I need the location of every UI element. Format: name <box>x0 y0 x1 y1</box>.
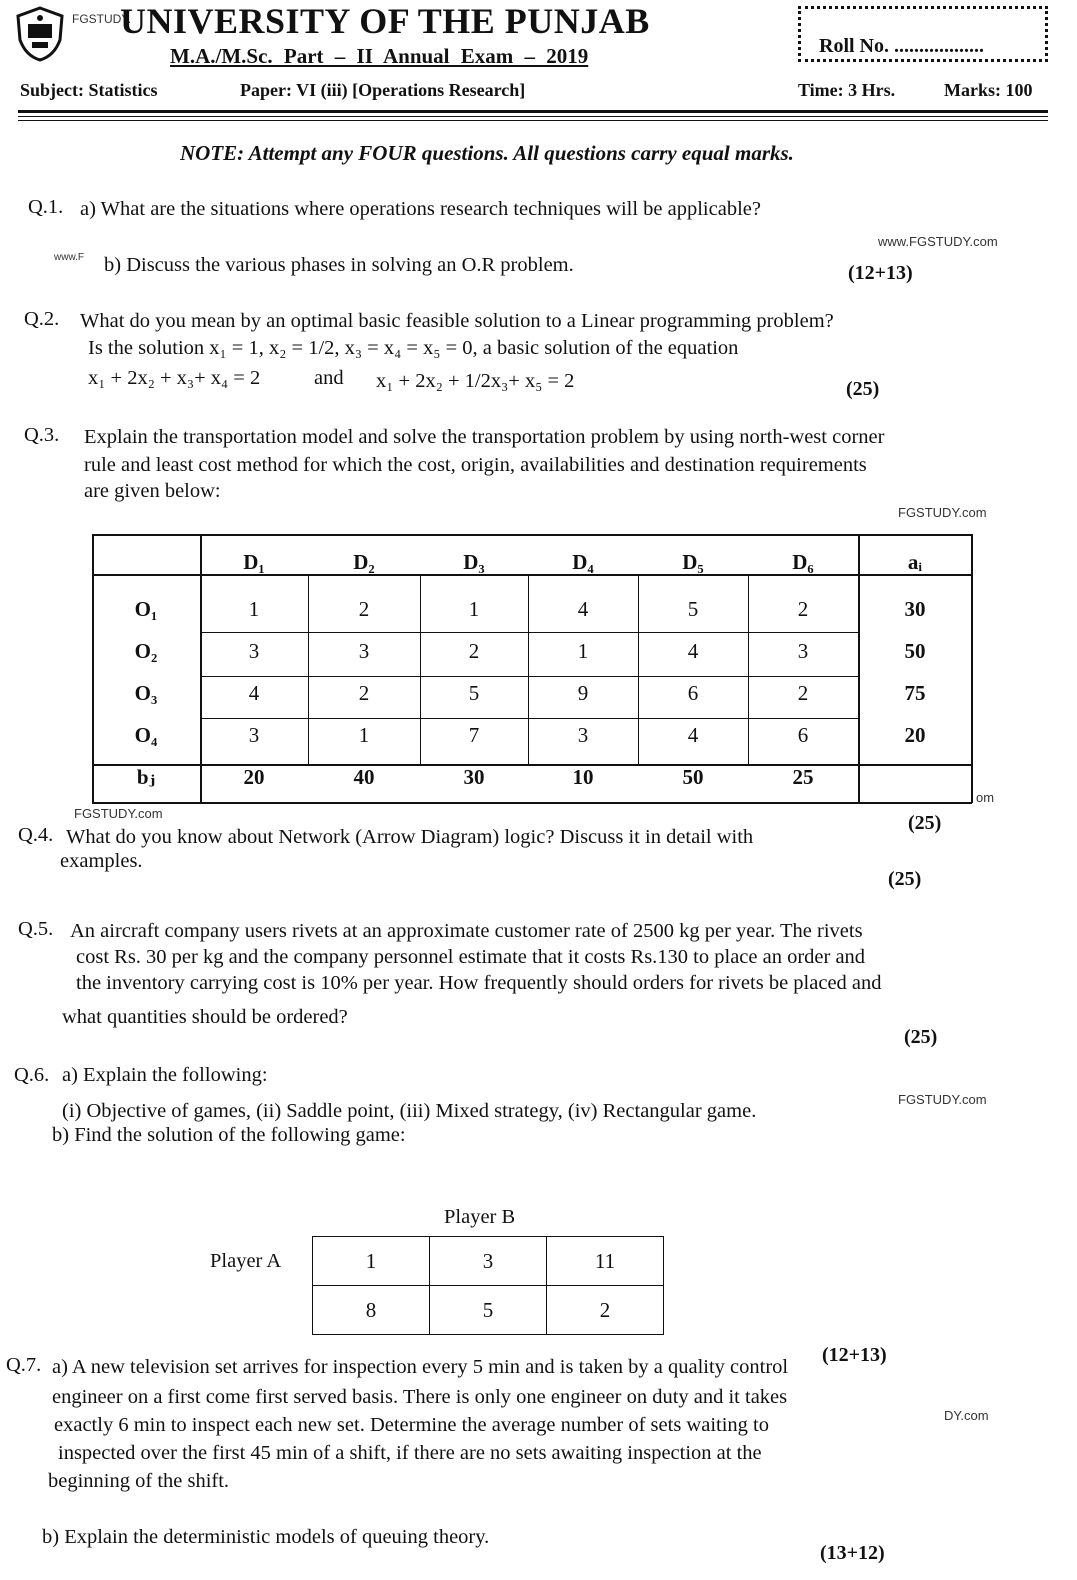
table-cell: 10 <box>572 764 594 789</box>
table-cell: 4 <box>687 722 699 747</box>
q2-marks: (25) <box>846 378 880 400</box>
table-cell: 3 <box>248 638 260 663</box>
table-cell: 20 <box>243 764 265 789</box>
game-payoff-table <box>312 1236 664 1335</box>
q5-number: Q.5. <box>18 918 54 940</box>
table-row <box>313 1286 664 1335</box>
university-crest-icon <box>14 6 66 62</box>
table-cell: 2 <box>547 1286 664 1335</box>
table-cell <box>858 756 972 798</box>
q3-line3: are given below: <box>84 480 221 502</box>
table-cell: 6 <box>797 722 809 747</box>
table-cell: 1 <box>577 638 589 663</box>
table-cell: 5 <box>468 680 480 705</box>
q4-line2: examples. <box>60 850 143 872</box>
q7-a-line5: beginning of the shift. <box>48 1470 230 1492</box>
q2-line2: Is the solution x₁ = 1, x₂ = 1/2, x₃ = x₄ = x₅ = 0, a basic solution of the equation <box>88 337 739 359</box>
header-divider-thin <box>18 116 1048 117</box>
table-cell: 1 <box>248 596 260 621</box>
table-cell: 1 <box>313 1237 430 1286</box>
table-header-cell: D₆ <box>792 549 814 574</box>
table-cell: 2 <box>468 638 480 663</box>
transportation-table <box>92 536 972 798</box>
q7-marks: (13+12) <box>820 1542 885 1564</box>
table-cell: 9 <box>577 680 589 705</box>
table-cell: 5 <box>430 1286 547 1335</box>
q4-marks: (25) <box>888 868 922 890</box>
table-cell: 40 <box>353 764 375 789</box>
table-header-row <box>92 536 972 588</box>
q1-marks: (12+13) <box>848 262 913 284</box>
table-cell: 2 <box>797 680 809 705</box>
table-cell: 3 <box>248 722 260 747</box>
table-cell: 1 <box>468 596 480 621</box>
table-row <box>92 588 972 630</box>
q3-line1: Explain the transportation model and solve the transportation problem by using north-west corner <box>84 426 885 448</box>
q6-marks: (12+13) <box>822 1344 887 1366</box>
q7-a-line2: engineer on a first come first served basis. There is only one engineer on duty and it takes <box>52 1386 788 1408</box>
table-cell: 3 <box>358 638 370 663</box>
table-header-cell: aᵢ <box>907 549 923 574</box>
table-header-cell: D₃ <box>463 549 485 574</box>
table-cell: 4 <box>577 596 589 621</box>
table-header-cell: D₅ <box>682 549 704 574</box>
q4-number: Q.4. <box>18 824 54 846</box>
university-title: UNIVERSITY OF THE PUNJAB <box>120 1 650 41</box>
table-cell: 3 <box>797 638 809 663</box>
time-label: Time: 3 Hrs. <box>798 80 896 100</box>
player-a-label: Player A <box>210 1250 282 1272</box>
q5-line1: An aircraft company users rivets at an approximate customer rate of 2500 kg per year. The rivets <box>70 920 863 942</box>
table-cell: 2 <box>797 596 809 621</box>
q7-a-line4: inspected over the first 45 min of a shift, if there are no sets awaiting inspection at the <box>58 1442 762 1464</box>
table-cell: 2 <box>358 596 370 621</box>
q1-part-a: a) What are the situations where operations research techniques will be applicable? <box>80 198 761 220</box>
q2-line1: What do you mean by an optimal basic feasible solution to a Linear programming problem? <box>80 310 834 332</box>
table-cell: 75 <box>904 680 926 705</box>
header-divider <box>18 110 1048 113</box>
q6-number: Q.6. <box>14 1064 50 1086</box>
table-row <box>313 1237 664 1286</box>
q2-equation2: x₁ + 2x₂ + 1/2x₃+ x₅ = 2 <box>376 370 575 392</box>
q7-a-line3: exactly 6 min to inspect each new set. Determine the average number of sets waiting to <box>54 1414 769 1436</box>
paper-label: Paper: VI (iii) [Operations Research] <box>240 80 526 100</box>
player-b-label: Player B <box>444 1206 516 1228</box>
table-header-cell: D₂ <box>353 549 375 574</box>
roll-no-label: Roll No. .................. <box>819 35 984 57</box>
q7-number: Q.7. <box>6 1354 42 1376</box>
table-header-cell: D₁ <box>243 549 265 574</box>
watermark-small: FGSTUDY. <box>72 12 132 26</box>
q1-part-b: b) Discuss the various phases in solving an O.R problem. <box>104 254 574 276</box>
table-header-cell <box>92 536 200 588</box>
exam-note: NOTE: Attempt any FOUR questions. All questions carry equal marks. <box>180 141 794 165</box>
q6-part-a: a) Explain the following: <box>62 1064 268 1086</box>
q2-and: and <box>314 367 344 389</box>
table-cell: 7 <box>468 722 480 747</box>
table-cell: 5 <box>687 596 699 621</box>
table-cell: 50 <box>682 764 704 789</box>
table-cell: 4 <box>248 680 260 705</box>
q7-part-b: b) Explain the deterministic models of queuing theory. <box>42 1526 490 1548</box>
q6-part-b: b) Find the solution of the following game: <box>52 1124 406 1146</box>
roll-no-box[interactable] <box>798 6 1048 62</box>
table-cell: 11 <box>547 1237 664 1286</box>
watermark: FGSTUDY.com <box>74 806 163 821</box>
subject-label: Subject: Statistics <box>20 80 158 100</box>
q4-line1: What do you know about Network (Arrow Diagram) logic? Discuss it in detail with <box>66 826 754 848</box>
q5-line2: cost Rs. 30 per kg and the company personnel estimate that it costs Rs.130 to place an order and <box>76 946 866 968</box>
table-row <box>92 672 972 714</box>
q7-a-line1: a) A new television set arrives for inspection every 5 min and is taken by a quality control <box>52 1356 789 1378</box>
table-cell: 30 <box>904 596 926 621</box>
q3-marks: (25) <box>908 812 942 834</box>
q3-number: Q.3. <box>24 424 60 446</box>
watermark: om <box>976 790 995 805</box>
row-label: O₂ <box>134 638 158 663</box>
q2-number: Q.2. <box>24 308 60 330</box>
watermark: DY.com <box>944 1408 989 1423</box>
q5-marks: (25) <box>904 1026 938 1048</box>
table-cell: 1 <box>358 722 370 747</box>
q5-line3: the inventory carrying cost is 10% per year. How frequently should orders for rivets be placed and <box>76 972 882 994</box>
watermark: www.FGSTUDY.com <box>878 234 998 249</box>
table-row <box>92 756 972 798</box>
q6-part-a-items: (i) Objective of games, (ii) Saddle point, (iii) Mixed strategy, (iv) Rectangular game. <box>62 1100 757 1122</box>
header-divider-thin <box>18 120 1048 121</box>
table-cell: 8 <box>313 1286 430 1335</box>
row-label: O₄ <box>134 722 158 747</box>
row-label: bⱼ <box>136 765 156 789</box>
row-label: O₁ <box>134 596 158 621</box>
table-cell: 2 <box>358 680 370 705</box>
exam-title: M.A./M.Sc. Part – II Annual Exam – 2019 <box>170 44 589 68</box>
table-cell: 6 <box>687 680 699 705</box>
watermark: www.F <box>54 252 84 263</box>
table-cell: 25 <box>792 764 814 789</box>
table-rule <box>92 802 972 804</box>
table-cell: 3 <box>577 722 589 747</box>
table-cell: 20 <box>904 722 926 747</box>
table-cell: 50 <box>904 638 926 663</box>
table-row <box>92 714 972 756</box>
watermark: FGSTUDY.com <box>898 1092 987 1107</box>
q5-line4: what quantities should be ordered? <box>62 1006 348 1028</box>
table-cell: 4 <box>687 638 699 663</box>
row-label: O₃ <box>134 680 158 705</box>
q2-equation1: x₁ + 2x₂ + x₃+ x₄ = 2 <box>88 367 261 389</box>
table-header-cell: D₄ <box>572 549 594 574</box>
marks-label: Marks: 100 <box>944 80 1033 100</box>
q1-number: Q.1. <box>28 196 64 218</box>
q3-line2: rule and least cost method for which the cost, origin, availabilities and destination requirements <box>84 454 867 476</box>
table-row <box>92 630 972 672</box>
watermark: FGSTUDY.com <box>898 505 987 520</box>
table-cell: 30 <box>463 764 485 789</box>
table-cell: 3 <box>430 1237 547 1286</box>
